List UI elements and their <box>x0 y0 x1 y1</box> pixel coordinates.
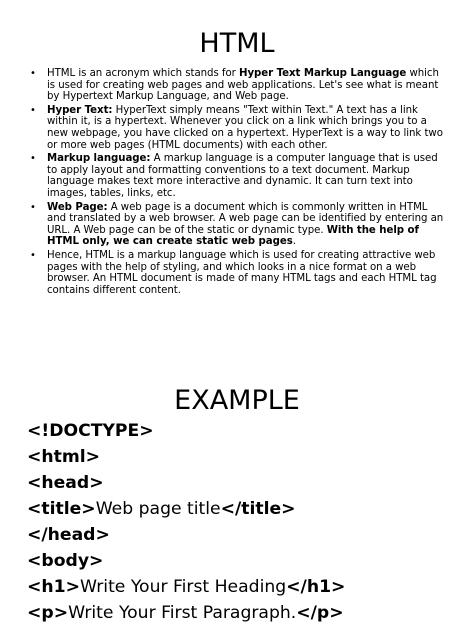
code-line <box>27 548 467 574</box>
bullet-item <box>27 153 447 199</box>
code-text: Web page title <box>95 499 221 519</box>
definition-list <box>27 68 447 298</box>
slide-title-html: HTML <box>199 28 275 59</box>
slide-title-example: EXAMPLE <box>174 385 300 416</box>
bullet-dot-icon: • <box>30 201 36 213</box>
code-close-tag: </p> <box>296 603 344 623</box>
code-line <box>27 470 467 496</box>
code-open-tag: <h1> <box>27 577 80 597</box>
bullet-text: A markup language is a computer language that is used to apply layout and formatting conventions to a text document. Markup language makes text more interactive and dynamic. It can turn text into images, tables, links, etc. <box>47 153 438 199</box>
code-open-tag: <!DOCTYPE <box>27 421 140 441</box>
code-close-tag: </title> <box>220 499 296 519</box>
bullet-item <box>27 68 447 103</box>
code-open-tag: <p> <box>27 603 69 623</box>
code-close-tag: </h1> <box>286 577 346 597</box>
bullet-bold-term: Web Page: <box>47 201 108 213</box>
code-line <box>27 600 467 626</box>
bullet-text: which is used for creating web pages and web applications. Let's see what is meant by Hypertext Markup Language, and Web page. <box>47 68 439 103</box>
code-close-tag: > <box>139 421 154 441</box>
bullet-text: . <box>292 236 296 248</box>
code-line <box>27 418 467 444</box>
bullet-dot-icon: • <box>30 68 36 79</box>
bullet-bold-term: Markup language: <box>47 153 151 165</box>
code-example <box>27 418 467 626</box>
code-text: Write Your First Heading <box>80 577 287 597</box>
code-open-tag: <html> <box>27 447 101 467</box>
code-text: Write Your First Paragraph. <box>68 603 297 623</box>
bullet-bold-phrase: With the help of HTML only, we can create static web pages <box>47 224 419 248</box>
code-open-tag: </head> <box>27 525 110 545</box>
code-line <box>27 574 467 600</box>
bullet-text: HTML is an acronym which stands for <box>47 68 239 79</box>
bullet-dot-icon: • <box>30 153 36 165</box>
code-line <box>27 444 467 470</box>
bullet-dot-icon: • <box>30 104 36 116</box>
code-open-tag: <title> <box>27 499 96 519</box>
bullet-item <box>27 250 447 296</box>
code-line <box>27 496 467 522</box>
bullet-bold-term: Hyper Text: <box>47 104 113 116</box>
bullet-text: Hence, HTML is a markup language which is used for creating attractive web pages with the help of styling, and which looks in a nice format on a web browser. An HTML document is made of many HTML tags and each HTML tag contains different content. <box>47 249 437 296</box>
bullet-item <box>27 105 447 151</box>
code-line <box>27 522 467 548</box>
bullet-text: A web page is a document which is commonly written in HTML and translated by a web browser. A web page can be identified by entering an URL. A Web page can be of the static or dynamic type. <box>47 201 444 236</box>
bullet-dot-icon: • <box>30 249 36 261</box>
code-open-tag: <body> <box>27 551 104 571</box>
bullet-text: HyperText simply means "Text within Text." A text has a link within it, is a hypertext. Whenever you click on a link which brings you to a new webpage, you have clicked on a hypertext. HyperText is a way to link two or more web pages (HTML documents) with each other. <box>47 104 443 151</box>
code-open-tag: <head> <box>27 473 104 493</box>
bullet-bold-term: Hyper Text Markup Language <box>238 68 407 79</box>
bullet-item <box>27 202 447 248</box>
